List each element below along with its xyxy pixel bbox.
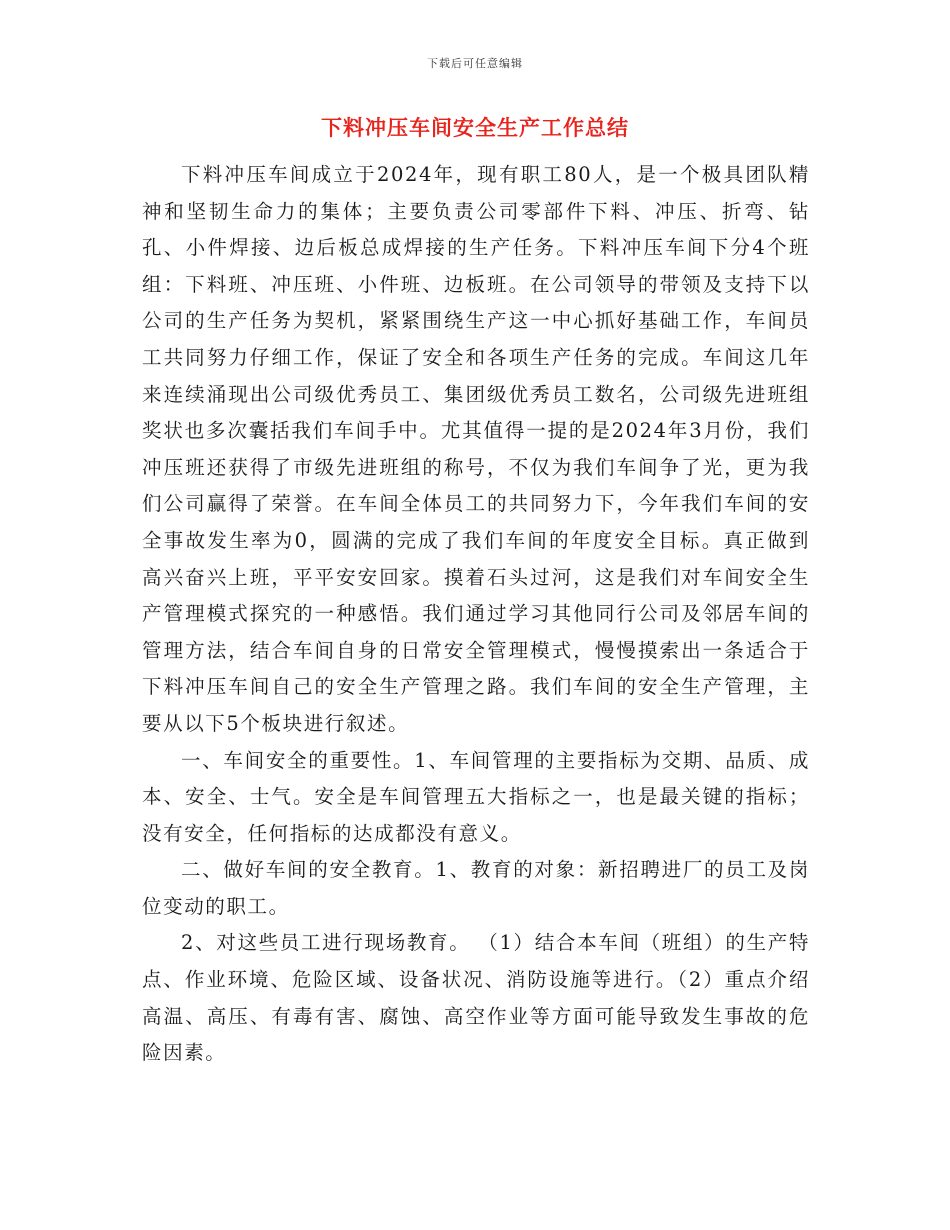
paragraph-section-2: 二、做好车间的安全教育。1、教育的对象：新招聘进厂的员工及岗位变动的职工。: [142, 858, 810, 918]
document-title: 下料冲压车间安全生产工作总结: [321, 115, 629, 140]
paragraph-section-2-item-2: 2、对这些员工进行现场教育。 （1）结合本车间（班组）的生产特点、作业环境、危险区域、设备状况、消防设施等进行。（2）重点介绍高温、高压、有毒有害、腐蚀、高空作业等方面可能导致发生事故的危险因素。: [142, 931, 810, 1065]
paragraph-section-1: 一、车间安全的重要性。1、车间管理的主要指标为交期、品质、成本、安全、士气。安全是车间管理五大指标之一，也是最关键的指标；没有安全，任何指标的达成都没有意义。: [142, 748, 810, 845]
paragraph-intro: 下料冲压车间成立于2024年，现有职工80人，是一个极具团队精神和坚韧生命力的集体；主要负责公司零部件下料、冲压、折弯、钻孔、小件焊接、边后板总成焊接的生产任务。下料冲压车间下分4个班组：下料班、冲压班、小件班、边板班。在公司领导的带领及支持下以公司的生产任务为契机，紧紧围绕生产这一中心抓好基础工作，车间员工共同努力仔细工作，保证了安全和各项生产任务的完成。车间这几年来连续涌现出公司级优秀员工、集团级优秀员工数名，公司级先进班组奖状也多次囊括我们车间手中。尤其值得一提的是2024年3月份，我们冲压班还获得了市级先进班组的称号，不仅为我们车间争了光，更为我们公司赢得了荣誉。在车间全体员工的共同努力下，今年我们车间的安全事故发生率为0，圆满的完成了我们车间的年度安全目标。真正做到高兴奋兴上班，平平安安回家。摸着石头过河，这是我们对车间安全生产管理模式探究的一种感悟。我们通过学习其他同行公司及邻居车间的管理方法，结合车间自身的日常安全管理模式，慢慢摸索出一条适合于下料冲压车间自己的安全生产管理之路。我们车间的安全生产管理，主要从以下5个板块进行叙述。: [142, 163, 810, 735]
document-body: [142, 157, 810, 1072]
page-header-note: 下载后可任意编辑: [427, 57, 523, 70]
